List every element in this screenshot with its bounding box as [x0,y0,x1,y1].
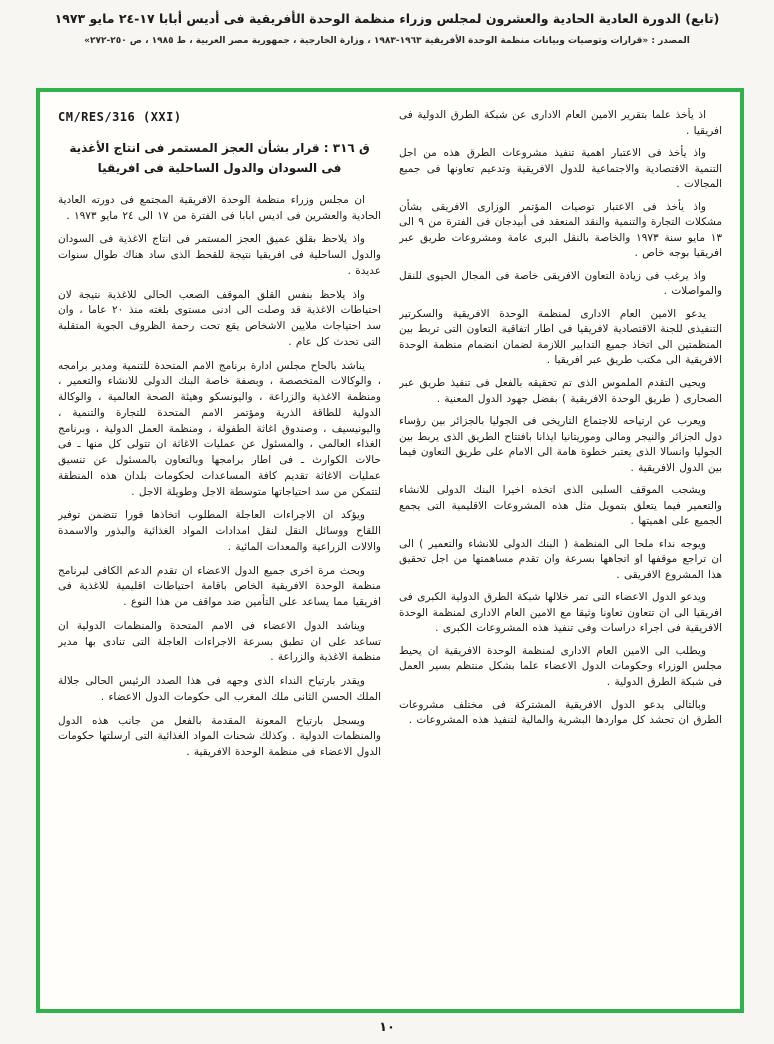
paragraph: ويطلب الى الامين العام الادارى لمنظمة الوحدة الافريقية ان يحيط مجلس الوزراء وحكومات الدول الاعضاء علما بشكل منتظم بسير العمل فى شبكة الطرق الدولية . [399,644,722,688]
paragraph: ان مجلس وزراء منظمة الوحدة الافريقية المجتمع فى دورته العادية الحادية والعشرين فى اديس ابابا فى الفترة من ١٧ الى ٢٤ مايو ١٩٧٣ . [58,193,381,222]
header-session-title: (تابع) الدورة العادية الحادية والعشرون لمجلس وزراء منظمة الوحدة الأفريقية فى أديس أبابا ١٧-٢٤ مايو ١٩٧٣ [54,11,720,26]
paragraph: وبحث مرة اخرى جميع الدول الاعضاء ان تقدم الدعم الكافى لبرنامج منظمة الوحدة الافريقية الخاص باقامة احتياطات اقليمية للاغذية فى افريقيا مما يساعد على التأمين ضد مواقف من هذا النوع . [58,564,381,609]
paragraph: وبالتالى يدعو الدول الافريقية المشتركة فى مختلف مشروعات الطرق ان تحشد كل مواردها البشرية والمالية لتنفيذ هذه المشروعات . [399,698,722,727]
top-header [20,10,754,46]
paragraph: ويناشد الدول الاعضاء فى الامم المتحدة والمنظمات الدولية ان تساعد على ان تطبق بسرعة الاجراءات العاجلة التى تنادى بها مدير منظمة الاغذية والزراعة . [58,619,381,664]
page-number: ١٠ [379,1020,395,1035]
paragraph: ويشجب الموقف السلبى الذى اتخذه اخيرا البنك الدولى للانشاء والتعمير فيما يتعلق بتمويل مثل هذه المشروعات الاقليمية التى يجمع الجميع على اهميتها . [399,484,722,528]
column-right [399,108,722,993]
paragraph: واذ يأخذ فى الاعتبار اهمية تنفيذ مشروعات الطرق هذه من اجل التنمية الاقتصادية والاجتماعية للدول الافريقية وتدعيم تعاونها فى جميع المجالات . [399,147,722,191]
resolution-title: ق ٣١٦ : قرار بشأن العجز المستمر فى انتاج الأغذية فى السودان والدول الساحلية فى افريقيا [69,141,370,176]
paragraph: ويسجل بارتياح المعونة المقدمة بالفعل من جانب هذه الدول والمنظمات الدولية . وكذلك شحنات المواد الغذائية التى ارسلتها حكومات الدول الاعضاء فى منظمة الوحدة الافريقية . [58,714,381,759]
column-left [58,108,381,993]
paragraph: واذ يلاحظ بقلق عميق العجز المستمر فى انتاج الاغذية فى السودان والدول الساحلية فى افريقيا نتيجة للقحط الذى ساد هناك طوال سنوات عديدة . [58,233,381,277]
document-page [40,92,740,1009]
document-reference: CM/RES/316 (XXI) [58,110,182,124]
paragraph: اذ يأخذ علما بتقرير الامين العام الادارى عن شبكة الطرق الدولية فى افريقيا . [399,109,722,137]
paragraph: ويحيى التقدم الملموس الذى تم تحقيقه بالفعل فى تنفيذ طريق عبر الصحارى ( طريق الوحدة الافريقية ) بفضل جهود الدول المعنية . [399,376,722,405]
paragraph: واذ يرغب فى زيادة التعاون الافريقى خاصة فى المجال الحيوى للنقل والمواصلات . [399,269,722,298]
paragraph: واذ يأخذ فى الاعتبار توصيات المؤتمر الوزارى الافريقى بشأن مشكلات التجارة والتنمية والنقد المنعقد فى أبيدجان فى الفترة من ٩ الى ١٣ مايو سنة ١٩٧٣ والخاصة بالنقل البرى عامة ومشروعات طريق عبر افريقيا بوجه خاص . [399,200,722,260]
header-source-line: المصدر : «قرارات وتوصيات وبيانات منظمة الوحدة الأفريقية ١٩٦٣-١٩٨٣ ، وزارة الخارجية ، جمهورية مصر العربية ، ط ١٩٨٥ ، ص ٢٥٠-٢٧٢» [84,35,690,46]
paragraph: واذ يلاحظ بنفس القلق الموقف الصعب الحالى للاغذية نتيجة لان احتياطات الاغذية قد وصلت الى ادنى مستوى بلغته منذ ٢٠ عاما ، وان سد احتياجات ملايين الاشخاص يقع تحت رحمة الظروف الجوية المتقلبة التى تحدث كل عام . [58,288,381,348]
paragraph: يدعو الامين العام الادارى لمنظمة الوحدة الافريقية والسكرتير التنفيذى للجنة الاقتصادية لافريقيا فى اطار اتفاقية التعاون التى تربط بين المنظمتين الى اتخاذ جميع التدابير اللازمة لضمان انضمام منظمة الوحدة الافريقية الى مكتب طريق عبر افريقيا . [399,307,722,367]
paragraph: يناشد بالحاح مجلس ادارة برنامج الامم المتحدة للتنمية ومدير برامجه ، والوكالات المتخصصة ، وبصفة خاصة البنك الدولى للانشاء والتعمير ، ومنظمة الاغذية والزراعة ، واليونسكو وهيئة الصحة العالمية ، والوكالة الدولية للطاقة الذرية ومؤتمر الامم المتحدة للتجارة والتنمية ، واليونيسيف ، وصندوق اغاثة الطفولة ، ومنظمة العمل الدولية ، وبرنامج الغذاء العالمى ، والمسئول عن عمليات الاغاثة ان تتولى كل منها ـ فى حالات الكوارث ـ فى اطار برامجها وبالتعاون بالمسئول عن تنسيق عمليات الاغاثة تقديم كافة المساعدات لحكومات بلدان هذه المنطقة لتتمكن من سد احتياجاتها متوسطة الاجل وطويلة الاجل . [58,359,381,498]
paragraph: ويعرب عن ارتياحه للاجتماع التاريخى فى الجوليا بالجزائر بين رؤساء دول الجزائر والنيجر ومالى وموريتانيا ايذانا بافتتاح الطريق الذى يربط بين الجوليا وانسالا الذى يعتبر خطوة هامة الى الامام على طريق التعاون فيما بين الدول الافريقية . [399,415,722,474]
page-frame [36,88,744,1013]
paragraph: ويدعو الدول الاعضاء التى تمر خلالها شبكة الطرق الدولية الكبرى فى افريقيا الى ان تتعاون تعاونا وثيقا مع الامين العام الادارى لمنظمة الوحدة الافريقية فى اجراء دراسات وفى تنفيذ هذه المشروعات الكبرى . [399,591,722,635]
paragraph: ويؤكد ان الاجراءات العاجلة المطلوب اتخاذها فورا تتضمن توفير اللقاح ووسائل النقل لنقل امدادات المواد الغذائية والبذور والاسمدة والالات الزراعية والمعدات المائية . [58,509,381,553]
paragraph: ويوجه نداء ملحا الى المنظمة ( البنك الدولى للانشاء والتعمير ) الى ان تراجع موقفها او اتجاهها بسرعة وان تقدم مساهمتها من اجل تحقيق هذا المشروع الافريقى . [399,537,722,581]
paragraph: ويقدر بارتياح النداء الذى وجهه فى هذا الصدد الرئيس الحالى جلالة الملك الحسن الثانى ملك المغرب الى حكومات الدول الاعضاء . [58,675,381,703]
